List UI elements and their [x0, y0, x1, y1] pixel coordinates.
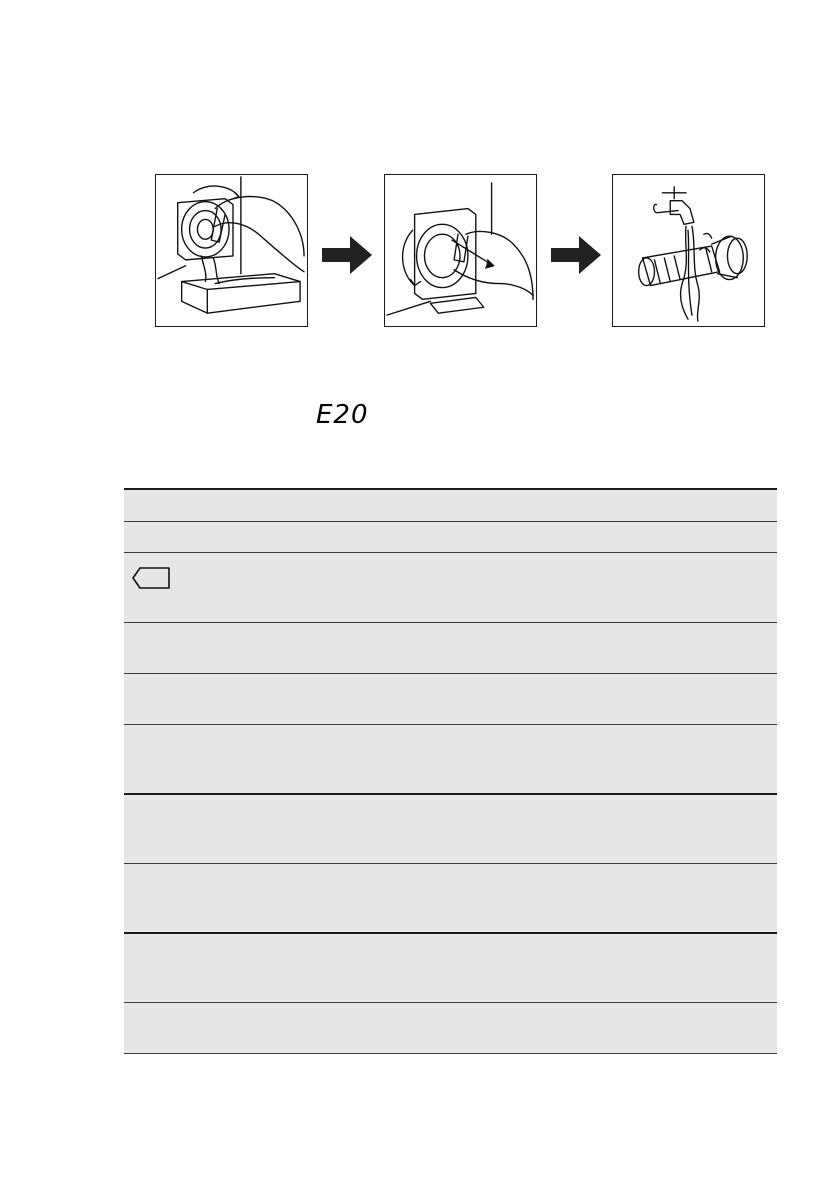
table-row	[124, 1003, 777, 1054]
table-row	[124, 795, 777, 864]
rinse-filter-illustration	[613, 175, 764, 326]
table-row	[124, 623, 777, 674]
illustration-unscrew-filter	[155, 174, 308, 327]
right-arrow-icon	[322, 236, 372, 274]
table-row	[124, 553, 777, 623]
unscrew-filter-illustration	[156, 175, 307, 326]
troubleshooting-table	[124, 488, 777, 1054]
table-row	[124, 674, 777, 725]
alarm-code: E20	[316, 400, 369, 430]
table-row	[124, 725, 777, 795]
table-row	[124, 522, 777, 553]
right-arrow-icon	[551, 236, 601, 274]
tag-icon	[132, 567, 170, 589]
illustration-pull-out-filter	[384, 174, 537, 327]
table-row	[124, 864, 777, 934]
pull-out-filter-illustration	[385, 175, 536, 326]
table-row	[124, 934, 777, 1003]
table-row	[124, 490, 777, 522]
illustration-rinse-filter	[612, 174, 765, 327]
